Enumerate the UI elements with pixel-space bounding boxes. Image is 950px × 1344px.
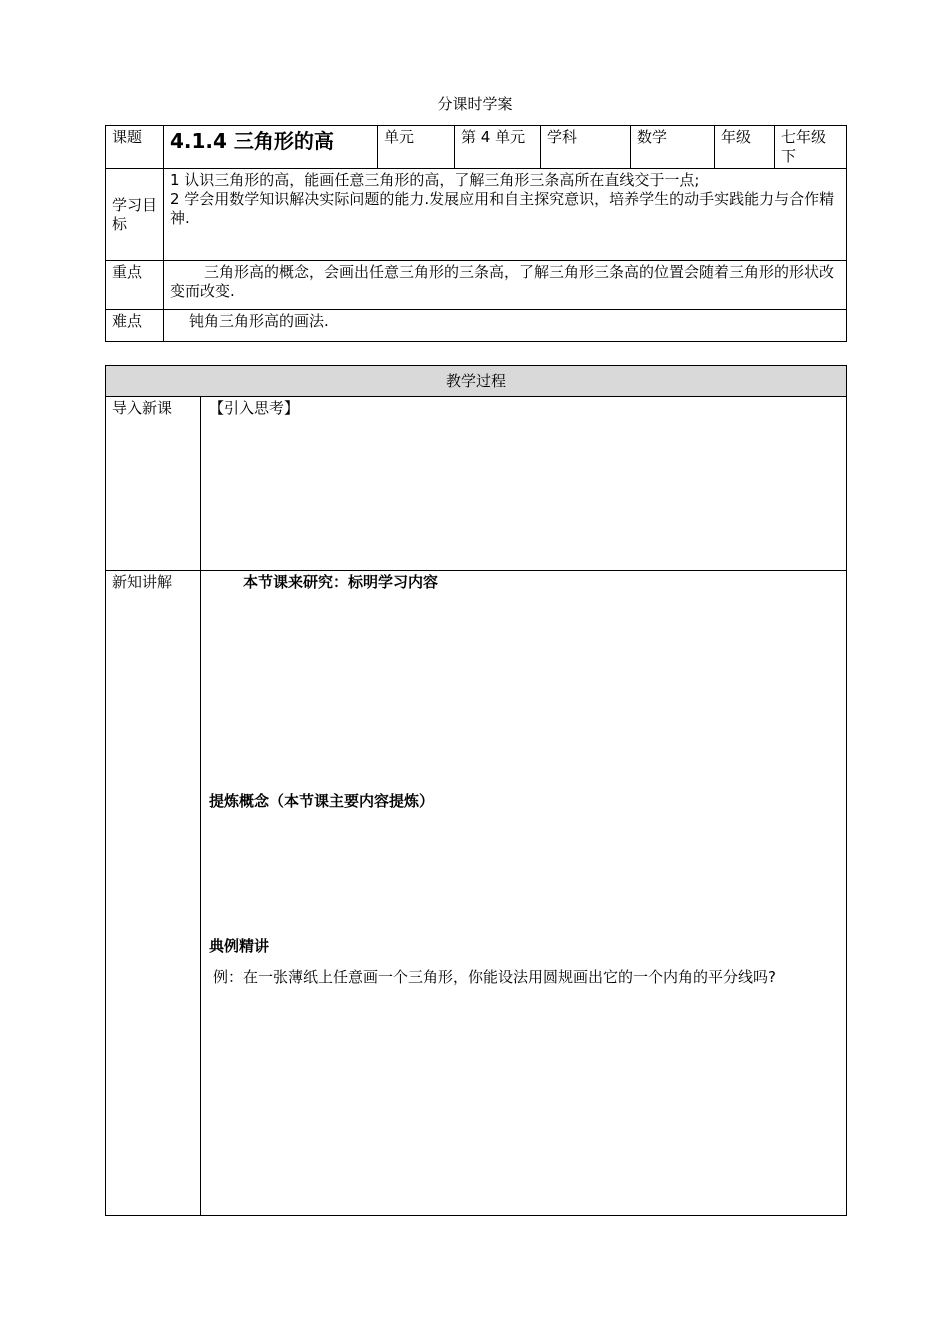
- intro-text: 【引入思考】: [201, 397, 847, 571]
- subject-value: 数学: [631, 126, 715, 169]
- process-header: 教学过程: [106, 366, 847, 397]
- intro-label: 导入新课: [106, 397, 201, 571]
- concept-heading: 提炼概念（本节课主要内容提炼）: [209, 792, 435, 810]
- key-point-text: 三角形高的概念，会画出任意三角形的三条高，了解三角形三条高的位置会随着三角形的形状改变而改变.: [170, 263, 835, 300]
- new-knowledge-cell: [201, 571, 847, 1216]
- study-heading: 本节课来研究：标明学习内容: [243, 573, 439, 591]
- unit-value: 第 4 单元: [455, 126, 541, 169]
- unit-label: 单元: [378, 126, 455, 169]
- topic-title: 4.1.4 三角形的高: [170, 129, 334, 153]
- example-text: 例：在一张薄纸上任意画一个三角形，你能设法用圆规画出它的一个内角的平分线吗?: [213, 968, 776, 986]
- topic-label: 课题: [106, 126, 164, 169]
- grade-value: 七年级下: [775, 126, 847, 169]
- lesson-info-table: [105, 125, 847, 342]
- goal-item-1: 1 认识三角形的高，能画任意三角形的高，了解三角形三条高所在直线交于一点;: [170, 171, 700, 189]
- new-knowledge-label: 新知讲解: [106, 571, 201, 1216]
- goals-cell: [164, 169, 847, 261]
- document-title: 分课时学案: [437, 95, 513, 113]
- grade-label: 年级: [715, 126, 775, 169]
- example-heading: 典例精讲: [209, 937, 270, 955]
- key-point-label: 重点: [106, 261, 164, 310]
- teaching-process-table: [105, 365, 847, 1216]
- goal-item-2: 2 学会用数学知识解决实际问题的能力.发展应用和自主探究意识，培养学生的动手实践能力与合作精神.: [170, 190, 835, 227]
- subject-label: 学科: [541, 126, 631, 169]
- goals-label: 学习目标: [106, 169, 164, 261]
- topic-value: [164, 126, 378, 169]
- difficult-point-text: 钝角三角形高的画法.: [164, 310, 847, 342]
- difficult-point-label: 难点: [106, 310, 164, 342]
- key-point-cell: [164, 261, 847, 310]
